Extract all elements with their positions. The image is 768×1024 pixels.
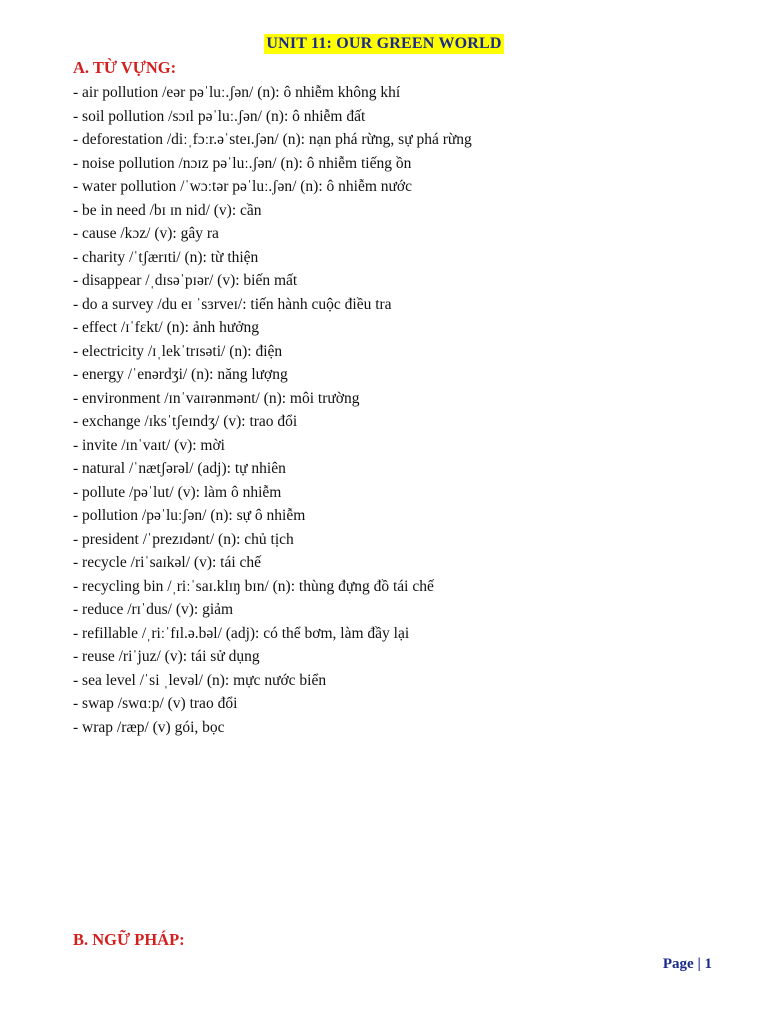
vocab-item: - disappear /ˌdɪsəˈpɪər/ (v): biến mất xyxy=(73,272,298,289)
vocab-item: - invite /ɪnˈvaɪt/ (v): mời xyxy=(73,436,225,454)
vocab-item: - water pollution /ˈwɔːtər pəˈluː.ʃən/ (n): ô nhiễm nước xyxy=(73,178,412,195)
vocab-item: - soil pollution /sɔɪl pəˈluː.ʃən/ (n): ô nhiễm đất xyxy=(73,107,366,125)
vocab-item: - refillable /ˌriːˈfɪl.ə.bəl/ (adj): có thể bơm, làm đầy lại xyxy=(73,624,410,642)
vocab-item: - do a survey /du eɪ ˈsɜrveɪ/: tiến hành cuộc điều tra xyxy=(73,295,392,313)
vocab-item: - sea level /ˈsi ˌlevəl/ (n): mực nước biển xyxy=(73,671,327,689)
vocab-item: - cause /kɔz/ (v): gây ra xyxy=(73,225,219,242)
section-grammar-heading: B. NGỮ PHÁP: xyxy=(73,930,185,949)
vocab-item: - effect /ɪˈfɛkt/ (n): ảnh hưởng xyxy=(73,319,259,336)
vocab-item: - natural /ˈnætʃərəl/ (adj): tự nhiên xyxy=(73,460,286,477)
vocab-item: - air pollution /eər pəˈluː.ʃən/ (n): ô nhiễm không khí xyxy=(73,84,401,101)
vocab-item: - electricity /ɪˌlekˈtrɪsəti/ (n): điện xyxy=(73,342,283,360)
vocabulary-list xyxy=(73,81,472,739)
vocab-item: - swap /swɑːp/ (v) trao đổi xyxy=(73,695,238,712)
vocab-item: - wrap /ræp/ (v) gói, bọc xyxy=(73,718,225,736)
page-number: Page | 1 xyxy=(662,956,712,972)
vocab-item: - reuse /riˈjuz/ (v): tái sử dụng xyxy=(73,648,260,665)
title-container xyxy=(0,34,768,54)
vocab-item: - energy /ˈenərdʒi/ (n): năng lượng xyxy=(73,366,288,383)
vocab-item: - reduce /rɪˈdus/ (v): giảm xyxy=(73,601,234,618)
vocab-item: - be in need /bɪ ɪn nid/ (v): cần xyxy=(73,201,262,219)
vocab-item: - environment /ɪnˈvaɪrənmənt/ (n): môi trường xyxy=(73,389,360,407)
section-vocabulary-heading: A. TỪ VỰNG: xyxy=(73,58,177,77)
vocab-item: - president /ˈprezɪdənt/ (n): chủ tịch xyxy=(73,530,294,548)
unit-title: UNIT 11: OUR GREEN WORLD xyxy=(266,35,502,52)
vocab-item: - pollution /pəˈluːʃən/ (n): sự ô nhiễm xyxy=(73,507,306,524)
vocab-item: - pollute /pəˈlut/ (v): làm ô nhiễm xyxy=(73,483,282,501)
vocab-item: - exchange /ɪksˈtʃeɪndʒ/ (v): trao đổi xyxy=(73,413,298,430)
vocab-item: - charity /ˈtʃærɪti/ (n): từ thiện xyxy=(73,248,259,266)
vocab-item: - deforestation /diːˌfɔːr.əˈsteɪ.ʃən/ (n): nạn phá rừng, sự phá rừng xyxy=(73,131,472,148)
vocab-item: - recycle /riˈsaɪkəl/ (v): tái chế xyxy=(73,554,262,571)
vocab-item: - noise pollution /nɔɪz pəˈluː.ʃən/ (n): ô nhiễm tiếng ồn xyxy=(73,154,412,172)
vocab-item: - recycling bin /ˌriːˈsaɪ.klɪŋ bɪn/ (n): thùng đựng đồ tái chế xyxy=(73,577,434,595)
